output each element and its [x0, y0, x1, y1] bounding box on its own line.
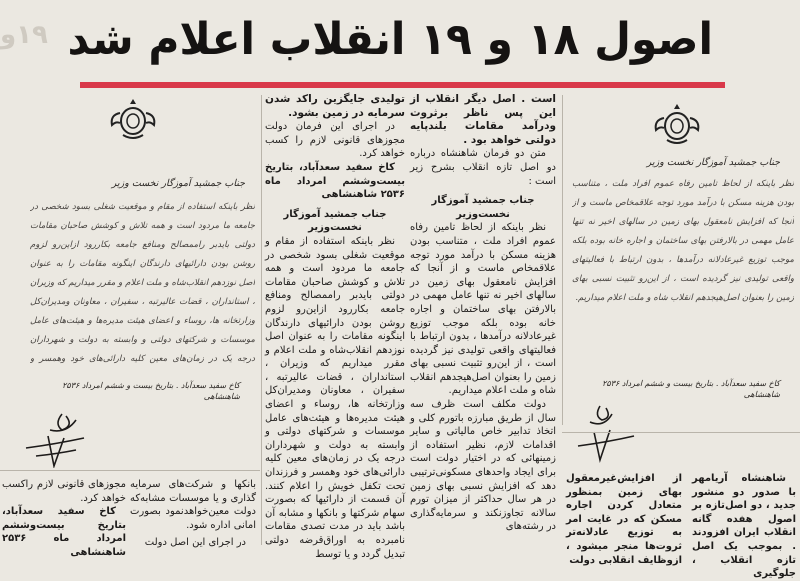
continued-column-2 [2, 478, 126, 560]
decree-right-handwritten-body: نظر باینکه از لحاظ تامین رفاه عموم افراد ملت ، متناسب بودن هزینه مسکن با درآمد مورد توجه علاقمخاص ماست و از آنجا که افزایش نامعقول بهای زمین در سالهای اخیر نه تنها عامل مهمی در بالارفتن بهای ساختمان و اجاره خانه بوده بلکه موجب توزیع غیرعادلانه درآمدها ، بدون ارتباط با فعالیتهای واقعی تولیدی نیز گردیده است ، از این‌رو تثبیت نسبی بهای زمین را بعنوان اصل‌هیجدهم انقلاب شاه و ملت اعلام میداریم. [572, 179, 794, 303]
paragraph: نظر باینکه از لحاظ تامین رفاه عموم افراد ملت ، متناسب بودن هزینه مسکن با درآمد مورد توجه علاقمخاص ماست و از آنجا که افزایش نامعقول بهای زمین در سالهای اخیر نه تنها عامل مهمی در بالارفتن بهای ساختمان و اجاره خانه بوده بلکه موجب توزیع غیرعادلانه درآمدها ، بدون ارتباط با فعالیتهای واقعی تولیدی نیز گردیده است ، از این‌رو تثبیت نسبی بهای زمین را بعنوان اصل‌هیجدهم انقلاب شاه و ملت اعلام میداریم. [410, 222, 556, 397]
decree-right-dateline: کاخ سفید سعدآباد . بتاریخ بیست و ششم امرداد ۲۵۳۶ شاهنشاهی [602, 379, 780, 399]
headline: اصول ۱۸ و ۱۹ انقلاب اعلام شد [67, 14, 713, 65]
section-divider [0, 470, 260, 471]
paragraph: شاهنشاه آریامهر با صدور دو منشور جدید ، دو اصل‌تازه بر اصول هفده گانه انقلاب ایران افزودند . بموجب یک اصل تازه انقلاب ، جلوگیری [692, 473, 796, 580]
paragraph: در اجرای این اصل دولت [144, 537, 246, 549]
article-column-2 [265, 93, 405, 561]
imperial-emblem-icon [108, 95, 158, 143]
paragraph: دولت مکلف است ظرف سه سال از طریق مبارزه باتورم کلی و اتخاذ تدابیر خاص مالیاتی و سایر اقدامات لازم، نظیر استفاده از زمینهائی که در اختیار دولت است برای ایجاد واحدهای مسکونی‌ترتیبی دهد که افزایش نسبی بهای زمین در هر سال حداکثر از میزان تورم سالانه تجاوزنکند و سرمایه‌گذاری در رشته‌های [410, 399, 556, 533]
decree-heading: جناب جمشید آموزگار نخست‌وزیر [431, 195, 535, 220]
signature-left [22, 410, 94, 468]
paragraph: در اجرای این فرمان دولت مجوزهای قانونی لازم را کسب خواهد کرد. [265, 121, 405, 160]
intro-column-2 [566, 472, 682, 567]
paragraph: تولیدی جایگزین راکد شدن سرمایه در زمین بشود. [265, 93, 405, 119]
column-divider [261, 95, 262, 545]
headline-red-rule [80, 82, 725, 88]
paragraph: است . اصل دیگر انقلاب از این پس ناظر برثروت ودرآمد مقامات بلندپایه دولتی خواهد بود . [410, 93, 556, 146]
article-column-1 [410, 93, 556, 534]
decree-left-handwritten-body: نظر باینکه استفاده از مقام و موقعیت شغلی بسود شخصی در جامعه ما مردود است و همه تلاش و کوشش صاحبان مقامات دولتی بایدبر راممصالح ومنافع جامعه بکاررود ازاین‌رو لزوم روشن بودن دارائیهای دارندگان اینگونه مقامات را به عنوان اصل نوزدهم انقلاب‌شاه و ملت اعلام و مقرر میداریم که وزیران ، استانداران ، قضات عالیرتبه ، سفیران ، معاونان ومدیران‌کل وزارتخانه ها، روساء و اعضای هیئت مدیره‌ها و هیئت‌های عامل موسسات و شرکتهای دولتی و وابسته به دولت و شهرداران درجه یک در زمان‌های معین کلیه دارائی‌های خود وهمسر و [30, 202, 255, 364]
imperial-emblem-icon [652, 100, 702, 148]
decree-left-salutation: جناب جمشید آموزگار نخست وزیر [111, 178, 245, 189]
decree-right-salutation: جناب جمشید آموزگار نخست وزیر [646, 157, 780, 168]
section-divider [562, 432, 800, 433]
column-divider [562, 95, 563, 425]
continued-column-1 [130, 478, 256, 550]
decree-left-dateline: کاخ سفید سعدآباد . بتاریخ بیست و ششم امرداد ۲۵۳۶ شاهنشاهی [62, 381, 240, 401]
bleed-through-text: ۱۹و [0, 20, 48, 50]
dateline: کاخ سفید سعدآباد، بتاریخ بیست‌وششم امرداد ماه ۲۵۳۶ شاهنشاهی [2, 506, 126, 558]
decree-heading: جناب جمشید آموزگار نخست‌وزیر [283, 208, 387, 234]
intro-column-1 [692, 472, 796, 581]
paragraph: بانکها و شرکت‌های سرمایه گذاری و یا موسسات مشابه‌که دولت معین‌خواهدنمود بصورت امانی اداره شود. [130, 479, 256, 531]
paragraph: نظر باینکه استفاده از مقام و موقعیت شغلی بسود شخصی در جامعه ما مردود است و همه تلاش و کوشش صاحبان مقامات دولتی بایدبر راممصالح ومنافع جامعه بکاررود ازاین‌رو لزوم روشن بودن دارائیهای دارندگان اینگونه مقامات را به عنوان اصل نوزدهم انقلاب‌شاه و ملت اعلام و مقرر میداریم که وزیران ، استانداران ، قضات عالیرتبه ، سفیران ، معاونان ومدیران‌کل وزارتخانه ها، روساء و اعضای هیئت مدیره‌ها و هیئت‌های عامل موسسات و شرکتهای دولتی و وابسته به دولت و شهرداران درجه یک در زمان‌های معین کلیه دارائی‌های خود وهمسر و فرزندان تحت تکفل خویش را اعلام کنند. آن قسمت از دارائیها که بصورت سهام شرکتها و بانکها و مشابه آن باشد باید در مدت تصدی مقامات نامبرده به اوراق‌قرضه دولتی تبدیل گردد و یا توسط [265, 235, 405, 560]
dateline: کاخ سفید سعدآباد، بتاریخ بیست‌وششم امرداد ماه ۲۵۳۶ شاهنشاهی [265, 161, 405, 201]
paragraph: مجوزهای قانونی لازم راکسب خواهد کرد. [2, 479, 126, 504]
paragraph: از افزایش‌غیرمعقول بهای زمین بمنظور متعادل کردن اجاره مسکن که در غایت امر به توزیع عادلانه‌تر ثروت‌ها منجر میشود ، ازوظایف انقلابی دولت [566, 473, 682, 566]
paragraph: متن دو فرمان شاهنشاه درباره دو اصل تازه انقلاب بشرح زیر است : [410, 148, 556, 187]
signature-right [570, 402, 640, 464]
